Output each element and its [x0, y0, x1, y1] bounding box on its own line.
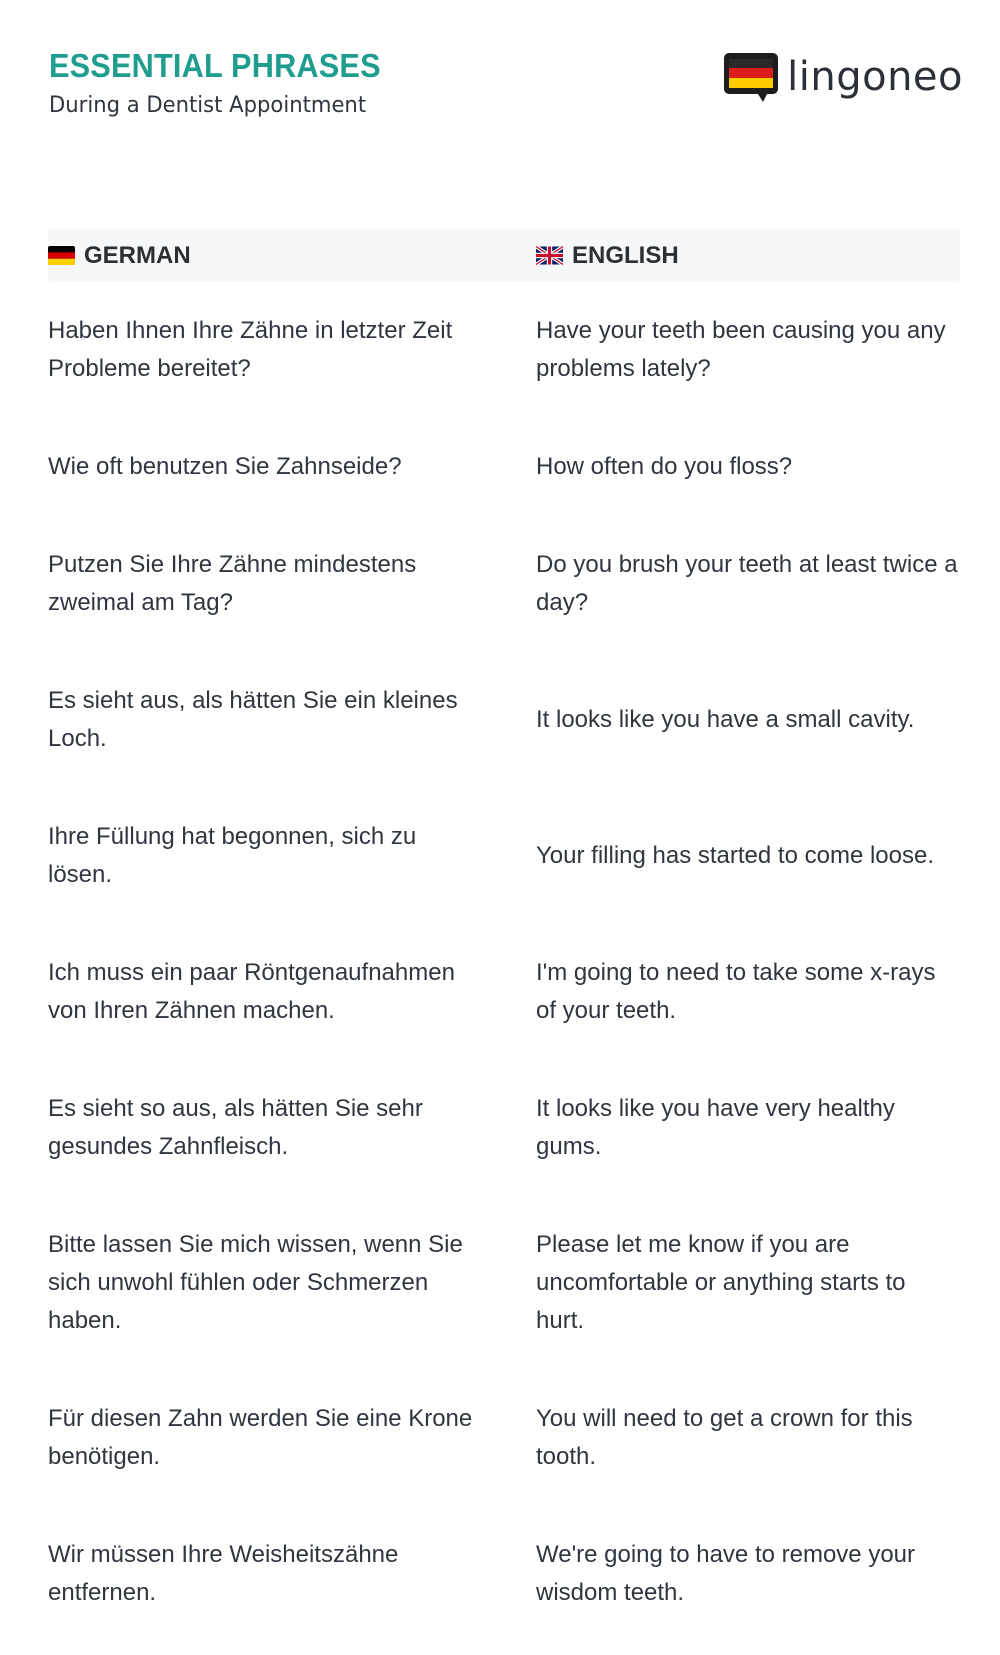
german-phrase: Es sieht aus, als hätten Sie ein kleines Loch.: [48, 687, 458, 752]
english-phrase: You will need to get a crown for this tooth.: [536, 1405, 913, 1470]
phrase-row: [48, 924, 960, 1060]
german-phrase: Ihre Füllung hat begonnen, sich zu lösen.: [48, 823, 417, 888]
uk-flag-icon: [536, 246, 563, 265]
german-phrase: Wir müssen Ihre Weisheitszähne entfernen.: [48, 1541, 399, 1606]
english-column-label: ENGLISH: [572, 241, 679, 269]
phrase-row: [48, 1370, 960, 1506]
phrase-row: [48, 788, 960, 924]
german-column-label: GERMAN: [84, 241, 191, 269]
english-phrase: It looks like you have a small cavity.: [536, 706, 915, 733]
english-phrase: Do you brush your teeth at least twice a day?: [536, 551, 958, 616]
english-phrase: We're going to have to remove your wisdom teeth.: [536, 1541, 916, 1606]
german-phrase: Putzen Sie Ihre Zähne mindestens zweimal am Tag?: [48, 551, 417, 616]
column-header-bar: [48, 229, 960, 282]
german-phrase: Wie oft benutzen Sie Zahnseide?: [48, 453, 402, 480]
page-title: ESSENTIAL PHRASES: [49, 47, 381, 84]
english-phrase: How often do you floss?: [536, 453, 793, 480]
lingoneo-logo[interactable]: [723, 50, 963, 104]
phrase-row: [48, 1060, 960, 1196]
german-column-header: [48, 229, 191, 282]
phrase-row: [48, 418, 960, 516]
german-phrase: Haben Ihnen Ihre Zähne in letzter Zeit Probleme bereitet?: [48, 317, 453, 382]
english-column-header: [536, 229, 679, 282]
english-phrase: Have your teeth been causing you any problems lately?: [536, 317, 946, 382]
german-flag-speech-bubble-icon: [723, 51, 779, 103]
phrase-row: [48, 652, 960, 788]
phrase-row: [48, 516, 960, 652]
phrase-row: [48, 282, 960, 418]
english-phrase: Please let me know if you are uncomfortable or anything starts to hurt.: [536, 1231, 906, 1334]
german-flag-icon: [48, 246, 75, 265]
english-phrase: I'm going to need to take some x-rays of your teeth.: [536, 959, 936, 1024]
logo-text: lingoneo: [787, 54, 963, 100]
german-phrase: Ich muss ein paar Röntgenaufnahmen von Ihren Zähnen machen.: [48, 959, 455, 1024]
page-subtitle: During a Dentist Appointment: [49, 93, 367, 118]
german-phrase: Für diesen Zahn werden Sie eine Krone benötigen.: [48, 1405, 473, 1470]
english-phrase: It looks like you have very healthy gums.: [536, 1095, 895, 1160]
german-phrase: Bitte lassen Sie mich wissen, wenn Sie sich unwohl fühlen oder Schmerzen haben.: [48, 1231, 463, 1334]
phrase-table: [48, 282, 960, 1642]
phrase-row: [48, 1506, 960, 1642]
german-phrase: Es sieht so aus, als hätten Sie sehr gesundes Zahnfleisch.: [48, 1095, 423, 1160]
english-phrase: Your filling has started to come loose.: [536, 842, 935, 869]
phrase-row: [48, 1196, 960, 1370]
